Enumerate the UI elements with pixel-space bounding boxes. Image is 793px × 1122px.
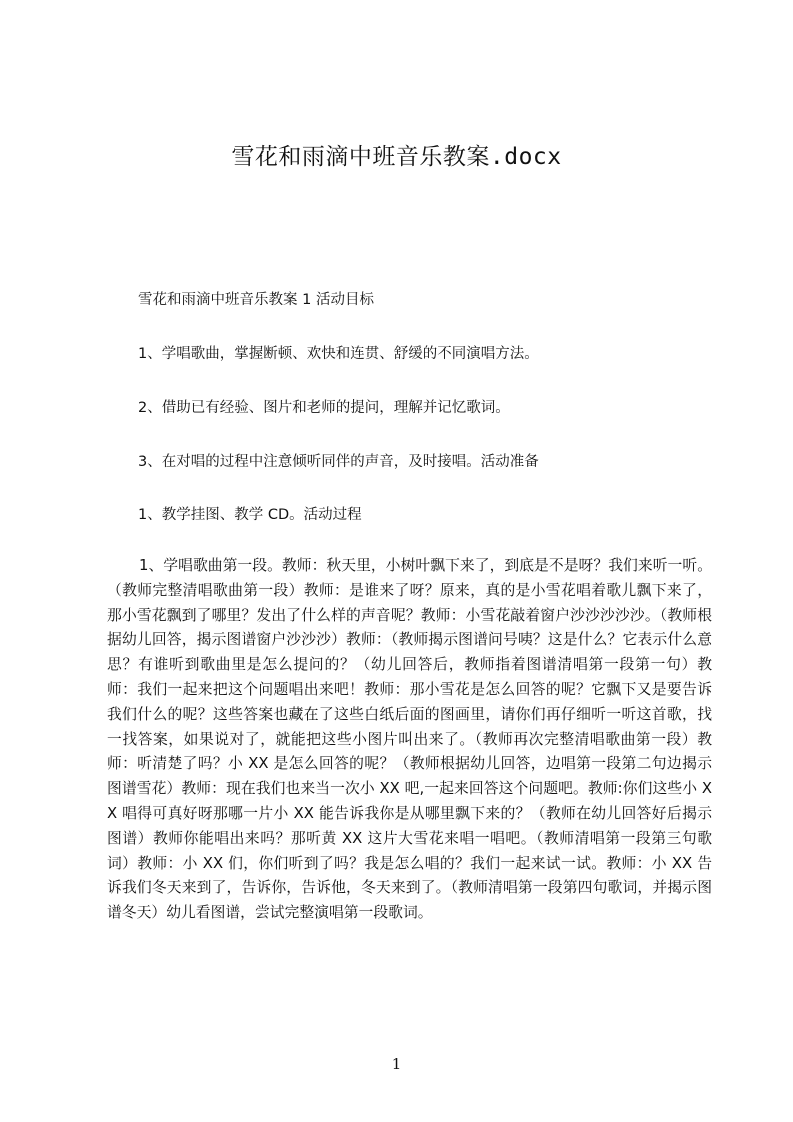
goal-item-1: 1、学唱歌曲，掌握断顿、欢快和连贯、舒缓的不同演唱方法。 [138, 346, 539, 362]
document-title: 雪花和雨滴中班音乐教案.docx [231, 144, 562, 170]
page-number: 1 [391, 1055, 402, 1073]
preparation-item: 1、教学挂图、教学 CD。活动过程 [138, 507, 362, 523]
goal-item-3: 3、在对唱的过程中注意倾听同伴的声音，及时接唱。活动准备 [138, 454, 539, 470]
lesson-heading: 雪花和雨滴中班音乐教案 1 活动目标 [138, 292, 374, 308]
process-paragraph: 1、学唱歌曲第一段。教师：秋天里，小树叶飘下来了，到底是不是呀？我们来听一听。（教师完整清唱歌曲第一段）教师：是谁来了呀？原来，真的是小雪花唱着歌儿飘下来了，那小雪花飘到了哪里？发出了什么样的声音呢？教师：小雪花敲着窗户沙沙沙沙沙。（教师根据幼儿回答，揭示图谱窗户沙沙沙）教师：（教师揭示图谱问号咦？这是什么？它表示什么意思？有谁听到歌曲里是怎么提问的？（幼儿回答后，教师指着图谱清唱第一段第一句）教师：我们一起来把这个问题唱出来吧！教师：那小雪花是怎么回答的呢？它飘下又是要告诉我们什么的呢？这些答案也藏在了这些白纸后面的图画里，请你们再仔细听一听这首歌，找一找答案，如果说对了，就能把这些小图片叫出来了。（教师再次完整清唱歌曲第一段）教师：听清楚了吗？小 XX 是怎么回答的呢？（教师根据幼儿回答，边唱第一段第二句边揭示图谱雪花）教师：现在我们也来当一次小 XX 吧,一起来回答这个问题吧。教师:你们这些小 XX 唱得可真好呀那哪一片小 XX 能告诉我你是从哪里飘下来的？（教师在幼儿回答好后揭示图谱）教师你能唱出来吗？那听黄 XX 这片大雪花来唱一唱吧。（教师清唱第一段第三句歌词）教师：小 XX 们，你们听到了吗？我是怎么唱的？我们一起来试一试。教师：小 XX 告诉我们冬天来到了，告诉你，告诉他，冬天来到了。（教师清唱第一段第四句歌词，并揭示图谱冬天）幼儿看图谱，尝试完整演唱第一段歌词。 [107, 557, 712, 922]
goal-item-2: 2、借助已有经验、图片和老师的提问，理解并记忆歌词。 [138, 400, 510, 416]
